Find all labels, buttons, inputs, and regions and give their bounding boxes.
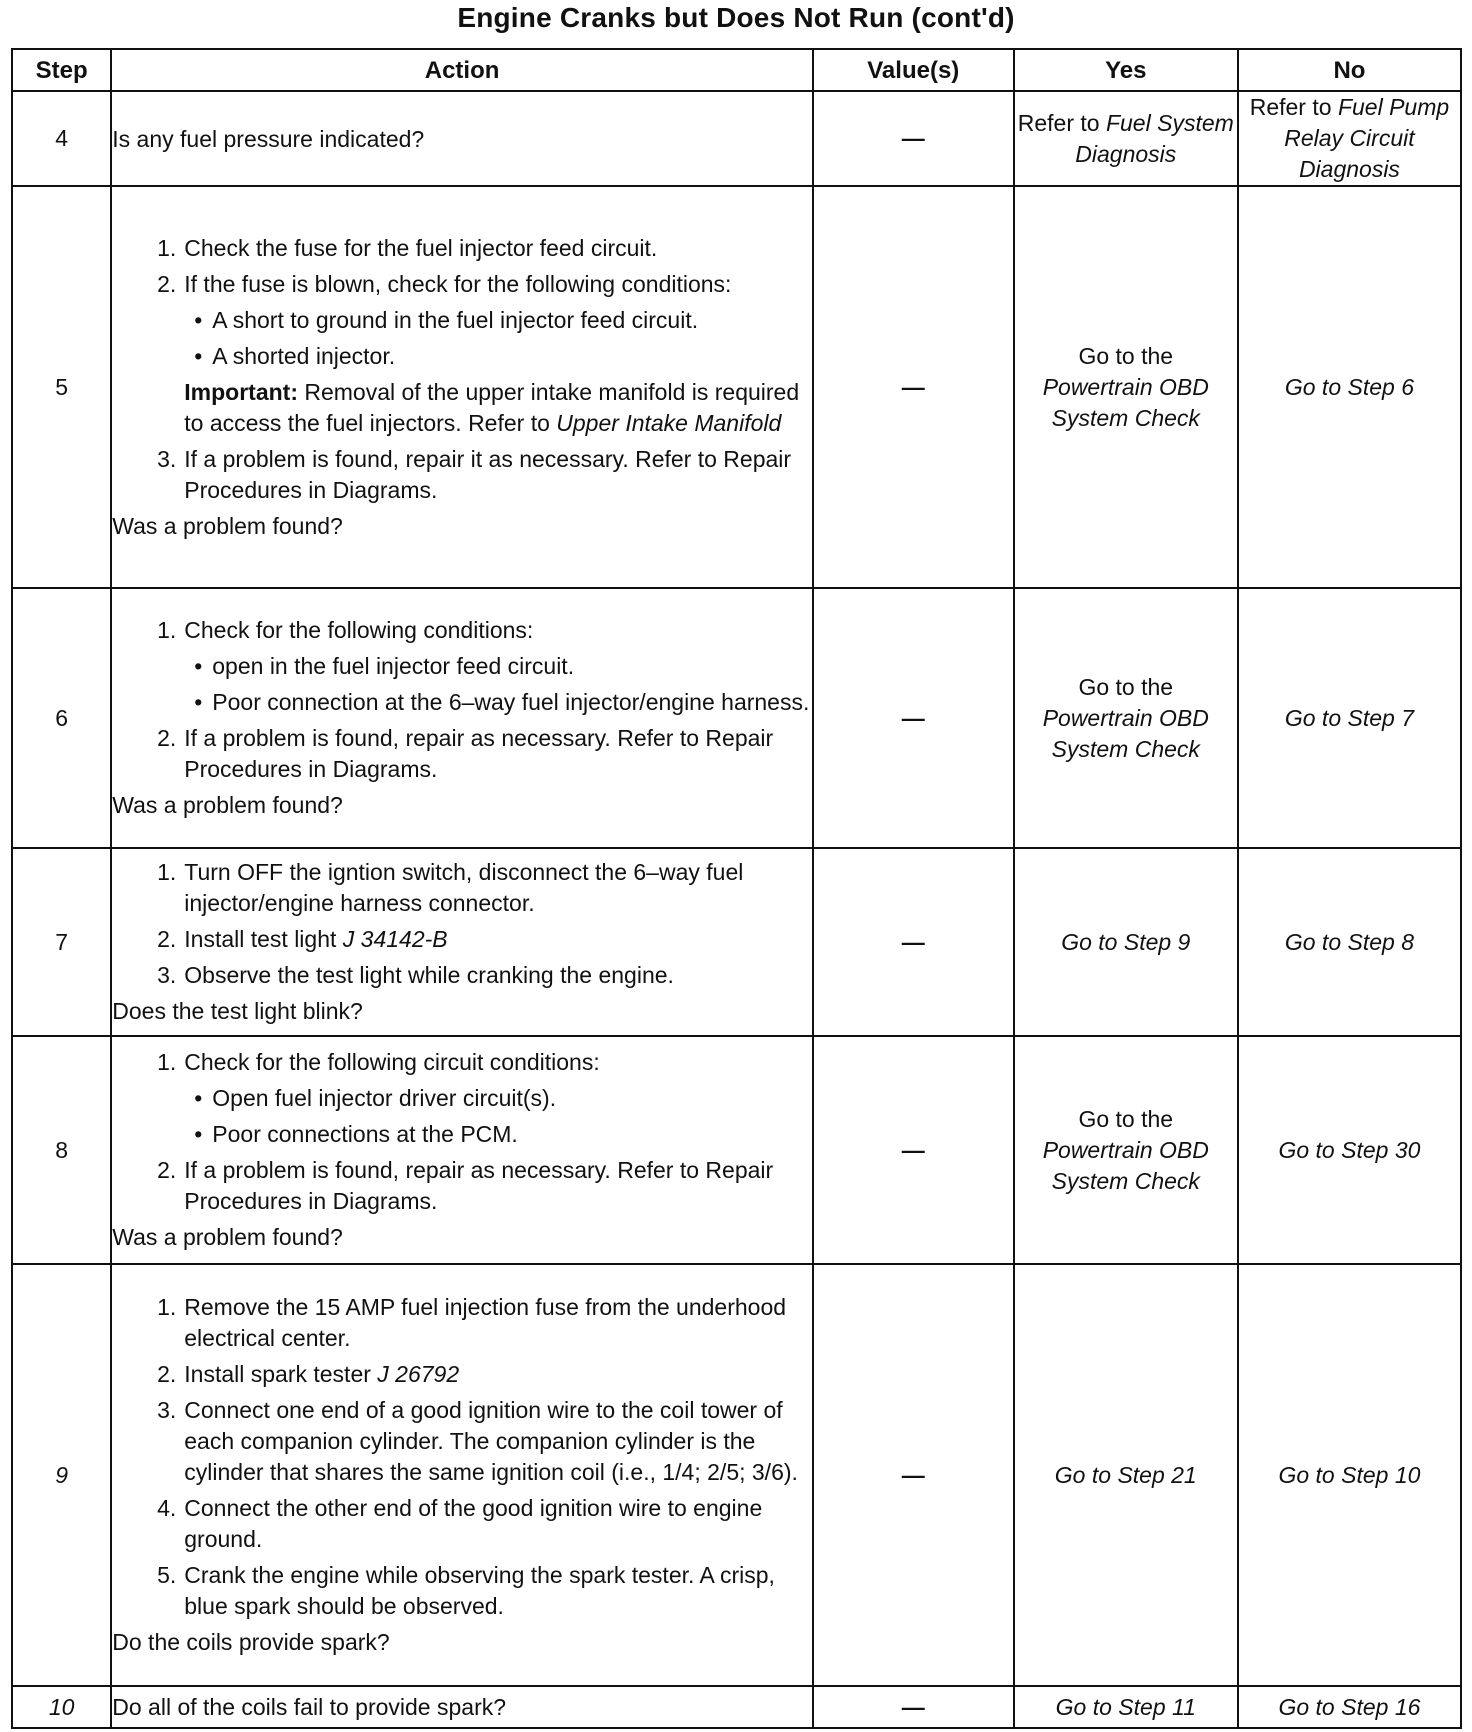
yes-text: Refer to — [1017, 109, 1106, 136]
action-cell — [111, 848, 813, 1036]
item-text: Connect one end of a good ignition wire to the coil tower of each companion cylinder. The companion cylinder is the cylinder that shares the same ignition coil (i.e., 1/4; 2/5; 3/6). — [184, 1397, 798, 1485]
item-text: Check for the following circuit conditions: — [184, 1049, 600, 1075]
header-no: No — [1238, 49, 1461, 91]
no-cell: Go to Step 8 — [1238, 848, 1461, 1036]
no-cell: Go to Step 7 — [1238, 588, 1461, 848]
yes-text: Go to the — [1078, 1105, 1174, 1132]
bullet-text: A short to ground in the fuel injector feed circuit. — [212, 306, 699, 333]
item-number: 1. — [157, 859, 177, 885]
bullet-text: A shorted injector. — [212, 342, 396, 369]
tool-reference: J 26792 — [377, 1361, 460, 1387]
bullet-icon: • — [194, 1121, 203, 1147]
question: Was a problem found? — [112, 792, 343, 818]
action-item — [112, 1395, 812, 1488]
no-cell: Go to Step 16 — [1238, 1686, 1461, 1728]
table-row — [12, 1264, 1461, 1686]
value-dash: — — [901, 373, 925, 400]
value-cell — [813, 848, 1014, 1036]
item-text: Crank the engine while observing the spark tester. A crisp, blue spark should be observed. — [184, 1562, 775, 1619]
value-dash: — — [901, 125, 925, 151]
action-item — [112, 1155, 812, 1217]
important-label: Important: — [184, 378, 298, 405]
action-item — [112, 1292, 812, 1354]
value-dash: — — [901, 1693, 925, 1720]
item-text-part: Install test light — [184, 926, 343, 952]
item-number: 2. — [157, 926, 177, 952]
yes-cell: Go to Step 11 — [1014, 1686, 1238, 1728]
bullet-item — [112, 305, 812, 336]
diagnostic-table — [11, 48, 1462, 1729]
no-text: Refer to — [1249, 94, 1338, 120]
item-text-part: Install spark tester — [184, 1361, 378, 1387]
bullet-icon: • — [194, 342, 203, 369]
item-number: 2. — [157, 270, 177, 297]
action-item — [112, 924, 812, 955]
step-number: 9 — [12, 1264, 111, 1686]
item-text: If a problem is found, repair as necessary. Refer to Repair Procedures in Diagrams. — [184, 725, 774, 782]
yes-reference: Powertrain OBD System Check — [1042, 373, 1209, 431]
action-cell — [111, 588, 813, 848]
important-text: Removal of the upper intake manifold is required to access the fuel injectors. Refer to — [184, 378, 800, 436]
yes-text: Go to the — [1078, 342, 1174, 369]
step-number: 10 — [12, 1686, 111, 1728]
action-item — [112, 857, 812, 919]
action-cell — [111, 1036, 813, 1264]
important-reference: Upper Intake Manifold — [556, 409, 782, 436]
item-number: 2. — [157, 725, 177, 751]
step-number: 4 — [12, 91, 111, 186]
value-dash: — — [901, 704, 925, 731]
bullet-item — [112, 651, 812, 682]
bullet-item — [112, 341, 812, 372]
step-number: 8 — [12, 1036, 111, 1264]
item-number: 5. — [157, 1562, 177, 1588]
item-number: 1. — [157, 1294, 177, 1320]
action-item — [112, 1493, 812, 1555]
bullet-text: open in the fuel injector feed circuit. — [212, 653, 575, 679]
action-item — [112, 444, 812, 506]
bullet-icon: • — [194, 653, 203, 679]
tool-reference: J 34142-B — [342, 926, 448, 952]
yes-cell — [1014, 588, 1238, 848]
action-item — [112, 723, 812, 785]
question: Does the test light blink? — [112, 998, 363, 1024]
item-text: If the fuse is blown, check for the following conditions: — [184, 270, 732, 297]
table-row — [12, 91, 1461, 186]
step-number: 6 — [12, 588, 111, 848]
item-text: Check the fuse for the fuel injector feed circuit. — [184, 234, 658, 261]
yes-reference: Fuel System Diagnosis — [1075, 109, 1234, 167]
action-item — [112, 1047, 812, 1078]
action-item — [112, 233, 812, 264]
value-dash: — — [901, 1461, 925, 1488]
action-cell — [111, 91, 813, 186]
value-cell — [813, 1686, 1014, 1728]
item-number: 1. — [157, 234, 177, 261]
yes-cell — [1014, 91, 1238, 186]
item-text: If a problem is found, repair as necessary. Refer to Repair Procedures in Diagrams. — [184, 1157, 774, 1214]
value-cell — [813, 1264, 1014, 1686]
table-row — [12, 1686, 1461, 1728]
action-item — [112, 1560, 812, 1622]
item-text: If a problem is found, repair it as necessary. Refer to Repair Procedures in Diagrams. — [184, 445, 792, 503]
item-number: 3. — [157, 445, 177, 472]
action-cell — [111, 186, 813, 588]
bullet-item — [112, 1119, 812, 1150]
item-number: 1. — [157, 1049, 177, 1075]
item-text: Remove the 15 AMP fuel injection fuse from the underhood electrical center. — [184, 1294, 787, 1351]
item-text: Observe the test light while cranking the engine. — [184, 962, 674, 988]
item-number: 2. — [157, 1157, 177, 1183]
item-text — [184, 1359, 812, 1390]
action-item — [112, 615, 812, 646]
item-text: Connect the other end of the good ignition wire to engine ground. — [184, 1495, 763, 1552]
bullet-item — [112, 1083, 812, 1114]
yes-cell — [1014, 1036, 1238, 1264]
item-text: Turn OFF the igntion switch, disconnect the 6–way fuel injector/engine harness connector. — [184, 859, 744, 916]
item-number: 3. — [157, 962, 177, 988]
yes-cell: Go to Step 9 — [1014, 848, 1238, 1036]
item-number: 1. — [157, 617, 177, 643]
yes-reference: Powertrain OBD System Check — [1042, 704, 1209, 762]
question: Do the coils provide spark? — [112, 1629, 390, 1655]
yes-cell — [1014, 186, 1238, 588]
value-dash: — — [901, 1136, 925, 1163]
item-text: Check for the following conditions: — [184, 617, 534, 643]
question: Do all of the coils fail to provide spark? — [112, 1693, 507, 1720]
action-cell — [111, 1264, 813, 1686]
header-row — [12, 49, 1461, 91]
yes-reference: Powertrain OBD System Check — [1042, 1136, 1209, 1194]
action-item — [112, 1359, 812, 1390]
table-row — [12, 1036, 1461, 1264]
item-text — [184, 924, 812, 955]
bullet-text: Poor connections at the PCM. — [212, 1121, 518, 1147]
question: Was a problem found? — [112, 512, 343, 539]
action-item — [112, 269, 812, 300]
item-number: 2. — [157, 1361, 177, 1387]
yes-cell: Go to Step 21 — [1014, 1264, 1238, 1686]
step-number: 5 — [12, 186, 111, 588]
table-row — [12, 588, 1461, 848]
no-reference: Fuel Pump Relay Circuit Diagnosis — [1284, 94, 1450, 182]
step-number: 7 — [12, 848, 111, 1036]
table-row — [12, 186, 1461, 588]
header-yes: Yes — [1014, 49, 1238, 91]
value-cell — [813, 91, 1014, 186]
page-title: Engine Cranks but Does Not Run (cont'd) — [457, 2, 1015, 33]
bullet-icon: • — [194, 306, 203, 333]
bullet-icon: • — [194, 1085, 203, 1111]
no-cell: Go to Step 10 — [1238, 1264, 1461, 1686]
no-cell: Go to Step 30 — [1238, 1036, 1461, 1264]
action-item — [112, 960, 812, 991]
bullet-text: Poor connection at the 6–way fuel injector/engine harness. — [212, 689, 810, 715]
no-cell — [1238, 91, 1461, 186]
no-cell: Go to Step 6 — [1238, 186, 1461, 588]
table-row — [12, 848, 1461, 1036]
item-number: 4. — [157, 1495, 177, 1521]
header-values: Value(s) — [813, 49, 1014, 91]
header-step: Step — [12, 49, 111, 91]
bullet-text: Open fuel injector driver circuit(s). — [212, 1085, 557, 1111]
bullet-item — [112, 687, 812, 718]
important-note — [112, 377, 812, 439]
action-cell — [111, 1686, 813, 1728]
value-dash: — — [901, 928, 925, 955]
item-number: 3. — [157, 1397, 177, 1423]
value-cell — [813, 186, 1014, 588]
header-action: Action — [111, 49, 813, 91]
yes-text: Go to the — [1078, 673, 1174, 700]
value-cell — [813, 1036, 1014, 1264]
question: Was a problem found? — [112, 1224, 343, 1250]
question: Is any fuel pressure indicated? — [112, 126, 425, 152]
bullet-icon: • — [194, 689, 203, 715]
value-cell — [813, 588, 1014, 848]
